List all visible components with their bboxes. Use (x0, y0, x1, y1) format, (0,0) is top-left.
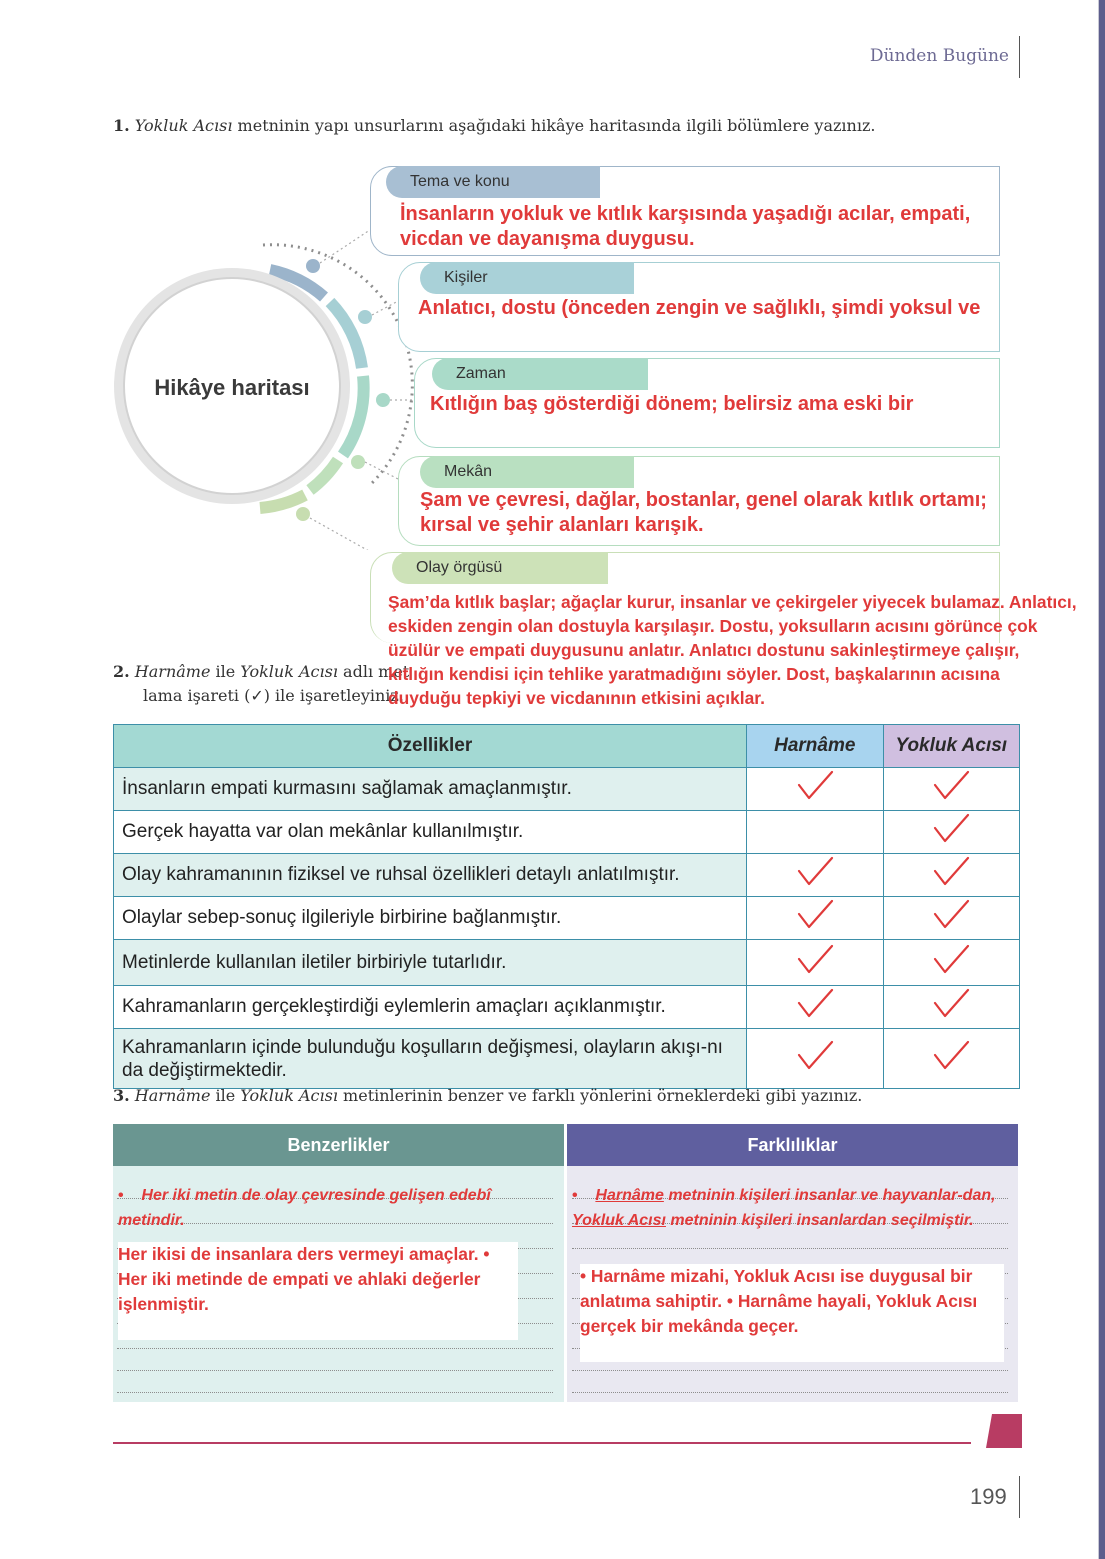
check-mark-icon (795, 855, 835, 889)
question-2-text-2: lama işareti ( (143, 686, 251, 705)
feature-text: Olaylar sebep-sonuç ilgileriyle birbirine bağlanmıştır. (114, 897, 747, 940)
writing-line (117, 1370, 553, 1371)
check-mark-icon (931, 916, 971, 937)
check-mark-icon (931, 873, 971, 894)
check-mark-icon (931, 787, 971, 808)
similarity-example: • Her iki metin de olay çevresinde gelişen edebî metindir. (118, 1187, 491, 1229)
check-mark-icon (795, 916, 835, 937)
check-mark-icon (931, 987, 971, 1021)
question-2 (113, 662, 409, 681)
question-3-title-2: Yokluk Acısı (240, 1086, 338, 1105)
check-mark-icon (931, 961, 971, 982)
check-mark-icon (795, 1057, 835, 1078)
table-row (114, 986, 1020, 1029)
section-title-plot: Olay örgüsü (392, 552, 608, 584)
feature-text: İnsanların empati kurmasını sağlamak amaçlanmıştır. (114, 768, 747, 811)
writing-line (572, 1248, 1008, 1249)
question-1-text: metninin yapı unsurlarını aşağıdaki hikâye haritasında ilgili bölümlere yazınız. (232, 116, 876, 135)
difference-answer: • Harnâme mizahi, Yokluk Acısı ise duygusal bir anlatıma sahiptir. • Harnâme hayali, Yokluk Acısı gerçek bir mekânda geçer. (580, 1264, 1004, 1362)
question-3-mid: ile (210, 1086, 241, 1105)
writing-line (572, 1392, 1008, 1393)
header-divider (1019, 36, 1020, 78)
check-mark-icon (931, 812, 971, 846)
question-3-text: metinlerinin benzer ve farklı yönlerini örneklerdeki gibi yazınız. (337, 1086, 863, 1105)
check-mark-icon (931, 1057, 971, 1078)
writing-line (117, 1348, 553, 1349)
question-2-mid: ile (210, 662, 241, 681)
story-map-wheel (100, 230, 430, 550)
check-cell[interactable] (883, 1029, 1019, 1089)
check-cell[interactable] (747, 768, 884, 811)
question-1-title: Yokluk Acısı (134, 116, 233, 135)
check-cell[interactable] (747, 940, 884, 986)
table-row (114, 768, 1020, 811)
difference-example: • Harnâme metninin kişileri insanlar ve hayvanlar-dan, Yokluk Acısı metninin kişileri insanlardan seçilmiştir. (572, 1187, 996, 1229)
feature-text: Kahramanların içinde bulunduğu koşulların değişmesi, olayların akışı-nı da değiştirmektedir. (114, 1029, 747, 1089)
check-mark-icon (931, 830, 971, 851)
footer-divider (1019, 1476, 1020, 1518)
question-2-number: 2. (113, 662, 130, 681)
check-cell[interactable] (883, 940, 1019, 986)
section-title-place: Mekân (420, 456, 634, 488)
question-2-text-3: ) ile işaretleyiniz. (263, 686, 404, 705)
question-3-title-1: Harnâme (134, 1086, 211, 1105)
answer-time: Kıtlığın baş gösterdiği dönem; belirsiz ama eski bir (430, 393, 914, 415)
question-3 (113, 1086, 862, 1105)
check-cell[interactable] (883, 811, 1019, 854)
footer-tab (986, 1414, 1022, 1448)
question-1 (113, 116, 875, 135)
section-title-characters: Kişiler (420, 262, 634, 294)
question-1-number: 1. (113, 116, 130, 135)
question-2-line-2 (143, 686, 404, 705)
check-mark-icon (931, 943, 971, 977)
answer-theme: İnsanların yokluk ve kıtlık karşısında yaşadığı acılar, empati, vicdan ve dayanışma duygusu. (400, 203, 971, 250)
answer-place: Şam ve çevresi, dağlar, bostanlar, genel olarak kıtlık ortamı; kırsal ve şehir alanları karışık. (420, 489, 987, 536)
table-row (114, 1029, 1020, 1089)
table-row (114, 940, 1020, 986)
check-cell[interactable] (747, 897, 884, 940)
table-row (114, 897, 1020, 940)
similarity-answer: Her ikisi de insanlara ders vermeyi amaçlar. • Her iki metinde de empati ve ahlaki değerler işlenmiştir. (118, 1242, 518, 1340)
check-cell[interactable] (883, 897, 1019, 940)
table-row (114, 811, 1020, 854)
table-row (114, 854, 1020, 897)
check-mark-icon (795, 873, 835, 894)
check-mark-icon (795, 787, 835, 808)
section-title-time: Zaman (432, 358, 648, 390)
check-mark-icon (931, 855, 971, 889)
header-features: Özellikler (114, 725, 747, 768)
check-mark-icon: ✓ (250, 686, 264, 705)
feature-text: Olay kahramanının fiziksel ve ruhsal özellikleri detaylı anlatılmıştır. (114, 854, 747, 897)
check-mark-icon (795, 943, 835, 977)
feature-text: Kahramanların gerçekleştirdiği eylemlerin amaçları açıklanmıştır. (114, 986, 747, 1029)
check-mark-icon (931, 898, 971, 932)
check-cell[interactable] (883, 986, 1019, 1029)
check-mark-icon (795, 1039, 835, 1073)
features-table-header (114, 725, 1020, 768)
writing-line (572, 1370, 1008, 1371)
check-mark-icon (795, 1005, 835, 1026)
check-cell[interactable] (747, 811, 884, 854)
check-mark-icon (795, 769, 835, 803)
feature-text: Metinlerde kullanılan iletiler birbiriyle tutarlıdır. (114, 940, 747, 986)
story-map-center-label: Hikâye haritası (154, 375, 310, 400)
header-harname: Harnâme (747, 725, 884, 768)
page-number: 199 (970, 1484, 1007, 1509)
question-2-text-1: adlı met (337, 662, 410, 681)
writing-line (117, 1392, 553, 1393)
answer-characters: Anlatıcı, dostu (önceden zengin ve sağlıklı, şimdi yoksul ve (418, 297, 981, 319)
running-header: Dünden Bugüne (869, 46, 1009, 66)
question-2-title-1: Harnâme (134, 662, 211, 681)
check-mark-icon (795, 961, 835, 982)
differences-header: Farklılıklar (567, 1124, 1018, 1166)
check-mark-icon (931, 769, 971, 803)
page-edge-line (1098, 0, 1099, 1559)
header-yokluk-acisi: Yokluk Acısı (883, 725, 1019, 768)
section-title-theme: Tema ve konu (386, 166, 600, 198)
question-3-number: 3. (113, 1086, 130, 1105)
check-cell[interactable] (747, 1029, 884, 1089)
check-mark-icon (931, 1005, 971, 1026)
page-edge-bar (1099, 0, 1105, 1559)
feature-text: Gerçek hayatta var olan mekânlar kullanılmıştır. (114, 811, 747, 854)
check-cell[interactable] (747, 854, 884, 897)
check-mark-icon (931, 1039, 971, 1073)
check-cell[interactable] (883, 768, 1019, 811)
answer-plot: Şam’da kıtlık başlar; ağaçlar kurur, insanlar ve çekirgeler yiyecek bulamaz. Anlatıcı, eskiden zengin olan dostuyla karşılaşır. Dostu, yoksulların acısını görünce çok üzülür ve empati duygusunu anlatır. Anlatıcı dostunu sakinleştirmeye çalışır, kıtlığın kendisi için tehlike yaratmadığını söyler. Dost, başkalarının acısına duyduğu tepkiyi ve vicdanının etkisini açıklar. (388, 592, 1077, 708)
features-table (113, 724, 1020, 1089)
question-2-title-2: Yokluk Acısı (240, 662, 338, 681)
check-cell[interactable] (883, 854, 1019, 897)
check-mark-icon (795, 987, 835, 1021)
check-mark-icon (795, 898, 835, 932)
check-cell[interactable] (747, 986, 884, 1029)
footer-rule (113, 1442, 971, 1444)
similarities-header: Benzerlikler (113, 1124, 564, 1166)
